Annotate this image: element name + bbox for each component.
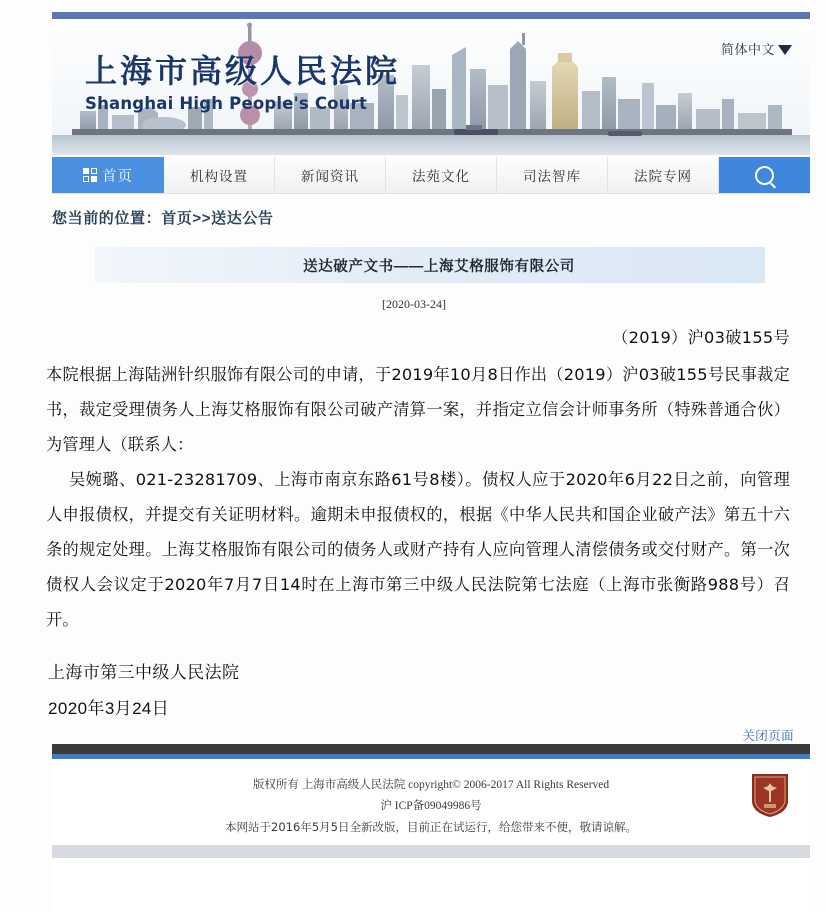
page-title: 送达破产文书——上海艾格服饰有限公司 (303, 258, 575, 275)
close-page-link[interactable]: 关闭页面 (742, 729, 794, 743)
site-banner (52, 19, 810, 155)
bottom-divider (52, 845, 810, 858)
publish-date: [2020-03-24] (382, 297, 446, 311)
article-paragraph-2-text: 吴婉璐、021-23281709、上海市南京东路61号8楼）。债权人应于2020年6月22日之前，向管理人申报债权，并提交有关证明材料。逾期未申报债权的，根据《中华人民共和国企业破产法》第五十六条的规定处理。上海艾格服饰有限公司的债务人或财产持有人应向管理人清偿债务或交付财产。第一次债权人会议定于2020年7月7日14时在上海市第三中级人民法院第七法庭（上海市张衡路988号）召开。 (46, 470, 790, 629)
search-button[interactable] (719, 157, 810, 193)
article-paragraph-2 (46, 462, 790, 637)
nav-item-news[interactable] (275, 157, 386, 193)
police-shield-badge-icon[interactable] (748, 771, 792, 819)
footer-copyright: 版权所有 上海市高级人民法院 copyright© 2006-2017 All Rights Reserved (252, 779, 610, 791)
language-label: 简体中文 (720, 42, 775, 57)
nav-item-court-intranet[interactable] (608, 157, 719, 193)
logo-english-title: Shanghai High People's Court (85, 93, 368, 113)
case-number: （2019）沪03破155号 (612, 328, 790, 347)
logo-chinese-title: 上海市高级人民法院 (85, 52, 401, 90)
language-selector[interactable] (721, 39, 792, 58)
article-body (46, 320, 790, 637)
signature-block (48, 655, 239, 727)
nav-item-think-tank[interactable] (497, 157, 608, 193)
search-icon (755, 166, 774, 185)
footer-icp: 沪 ICP备09049986号 (380, 800, 482, 812)
footer-notice: 本网站于2016年5月5日全新改版，目前正在试运行，给您带来不便，敬请谅解。 (225, 820, 637, 834)
site-footer (52, 759, 810, 845)
article-title-band (95, 247, 765, 283)
nav-item-label: 机构设置 (190, 169, 248, 184)
grid-icon (83, 168, 97, 182)
nav-item-label: 司法智库 (523, 169, 581, 184)
site-logo[interactable] (85, 52, 401, 113)
nav-item-label: 新闻资讯 (301, 169, 359, 184)
page-bottom-area (52, 858, 810, 913)
article-paragraph-1: 本院根据上海陆洲针织服饰有限公司的申请，于2019年10月8日作出（2019）沪03破155号民事裁定书，裁定受理债务人上海艾格服饰有限公司破产清算一案，并指定立信会计师事务所（特殊普通合伙）为管理人（联系人： (46, 365, 790, 454)
nav-item-label: 法院专网 (634, 169, 692, 184)
breadcrumb[interactable]: 您当前的位置：首页>>送达公告 (52, 210, 274, 227)
nav-item-organization[interactable] (164, 157, 275, 193)
chevron-down-icon (778, 45, 792, 55)
main-navigation (52, 157, 810, 194)
nav-item-home[interactable] (52, 157, 164, 193)
nav-item-culture[interactable] (386, 157, 497, 193)
top-accent-bar (52, 12, 810, 19)
footer-dark-divider (52, 744, 810, 754)
signature-court: 上海市第三中级人民法院 (48, 663, 240, 682)
nav-item-label: 法苑文化 (412, 169, 470, 184)
signature-date: 2020年3月24日 (48, 699, 170, 718)
nav-item-home-label: 首页 (102, 168, 133, 185)
